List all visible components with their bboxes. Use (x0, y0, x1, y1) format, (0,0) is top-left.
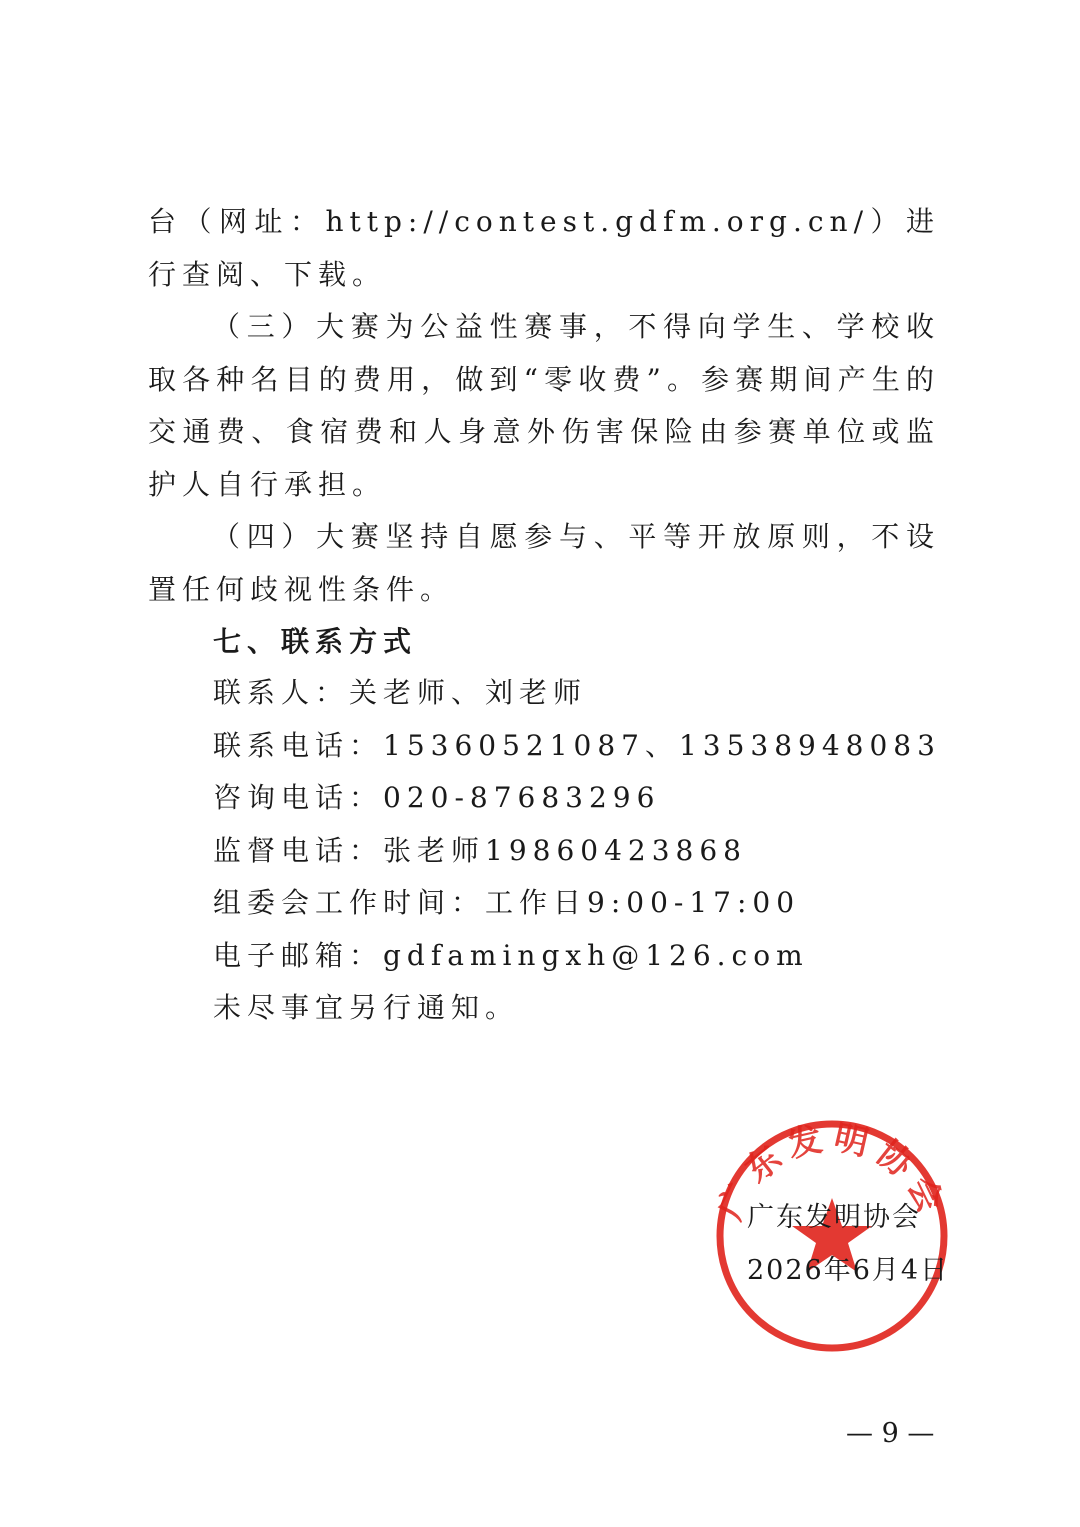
paragraph-free-of-charge: （三）大赛为公益性赛事，不得向学生、学校收取各种名目的费用，做到“零收费”。参赛期间产生的交通费、食宿费和人身意外伤害保险由参赛单位或监护人自行承担。 (148, 310, 940, 501)
contact-phone: 联系电话：15360521087、13538948083 (213, 729, 941, 762)
contact-person: 联系人：关老师、刘老师 (213, 676, 588, 709)
inquiry-phone: 咨询电话：020-87683296 (213, 781, 661, 814)
signature-organization: 广东发明协会 (747, 1202, 921, 1233)
official-seal-stamp (708, 1116, 956, 1356)
section-heading-contact: 七、联系方式 (213, 625, 418, 658)
paragraph-website: 台（网址：http://contest.gdfm.org.cn/）进行查阅、下载。 (148, 205, 940, 291)
seal-text: 广东发明协会 (710, 1117, 954, 1226)
closing-note: 未尽事宜另行通知。 (213, 991, 520, 1024)
office-hours: 组委会工作时间：工作日9:00-17:00 (213, 886, 801, 919)
signature-date: 2026年6月4日 (747, 1255, 950, 1286)
page-number: — 9 — (846, 1418, 935, 1449)
paragraph-voluntary-participation: （四）大赛坚持自愿参与、平等开放原则，不设置任何歧视性条件。 (148, 520, 940, 606)
email-address: 电子邮箱：gdfamingxh@126.com (213, 939, 809, 972)
supervision-phone: 监督电话：张老师19860423868 (213, 834, 747, 867)
